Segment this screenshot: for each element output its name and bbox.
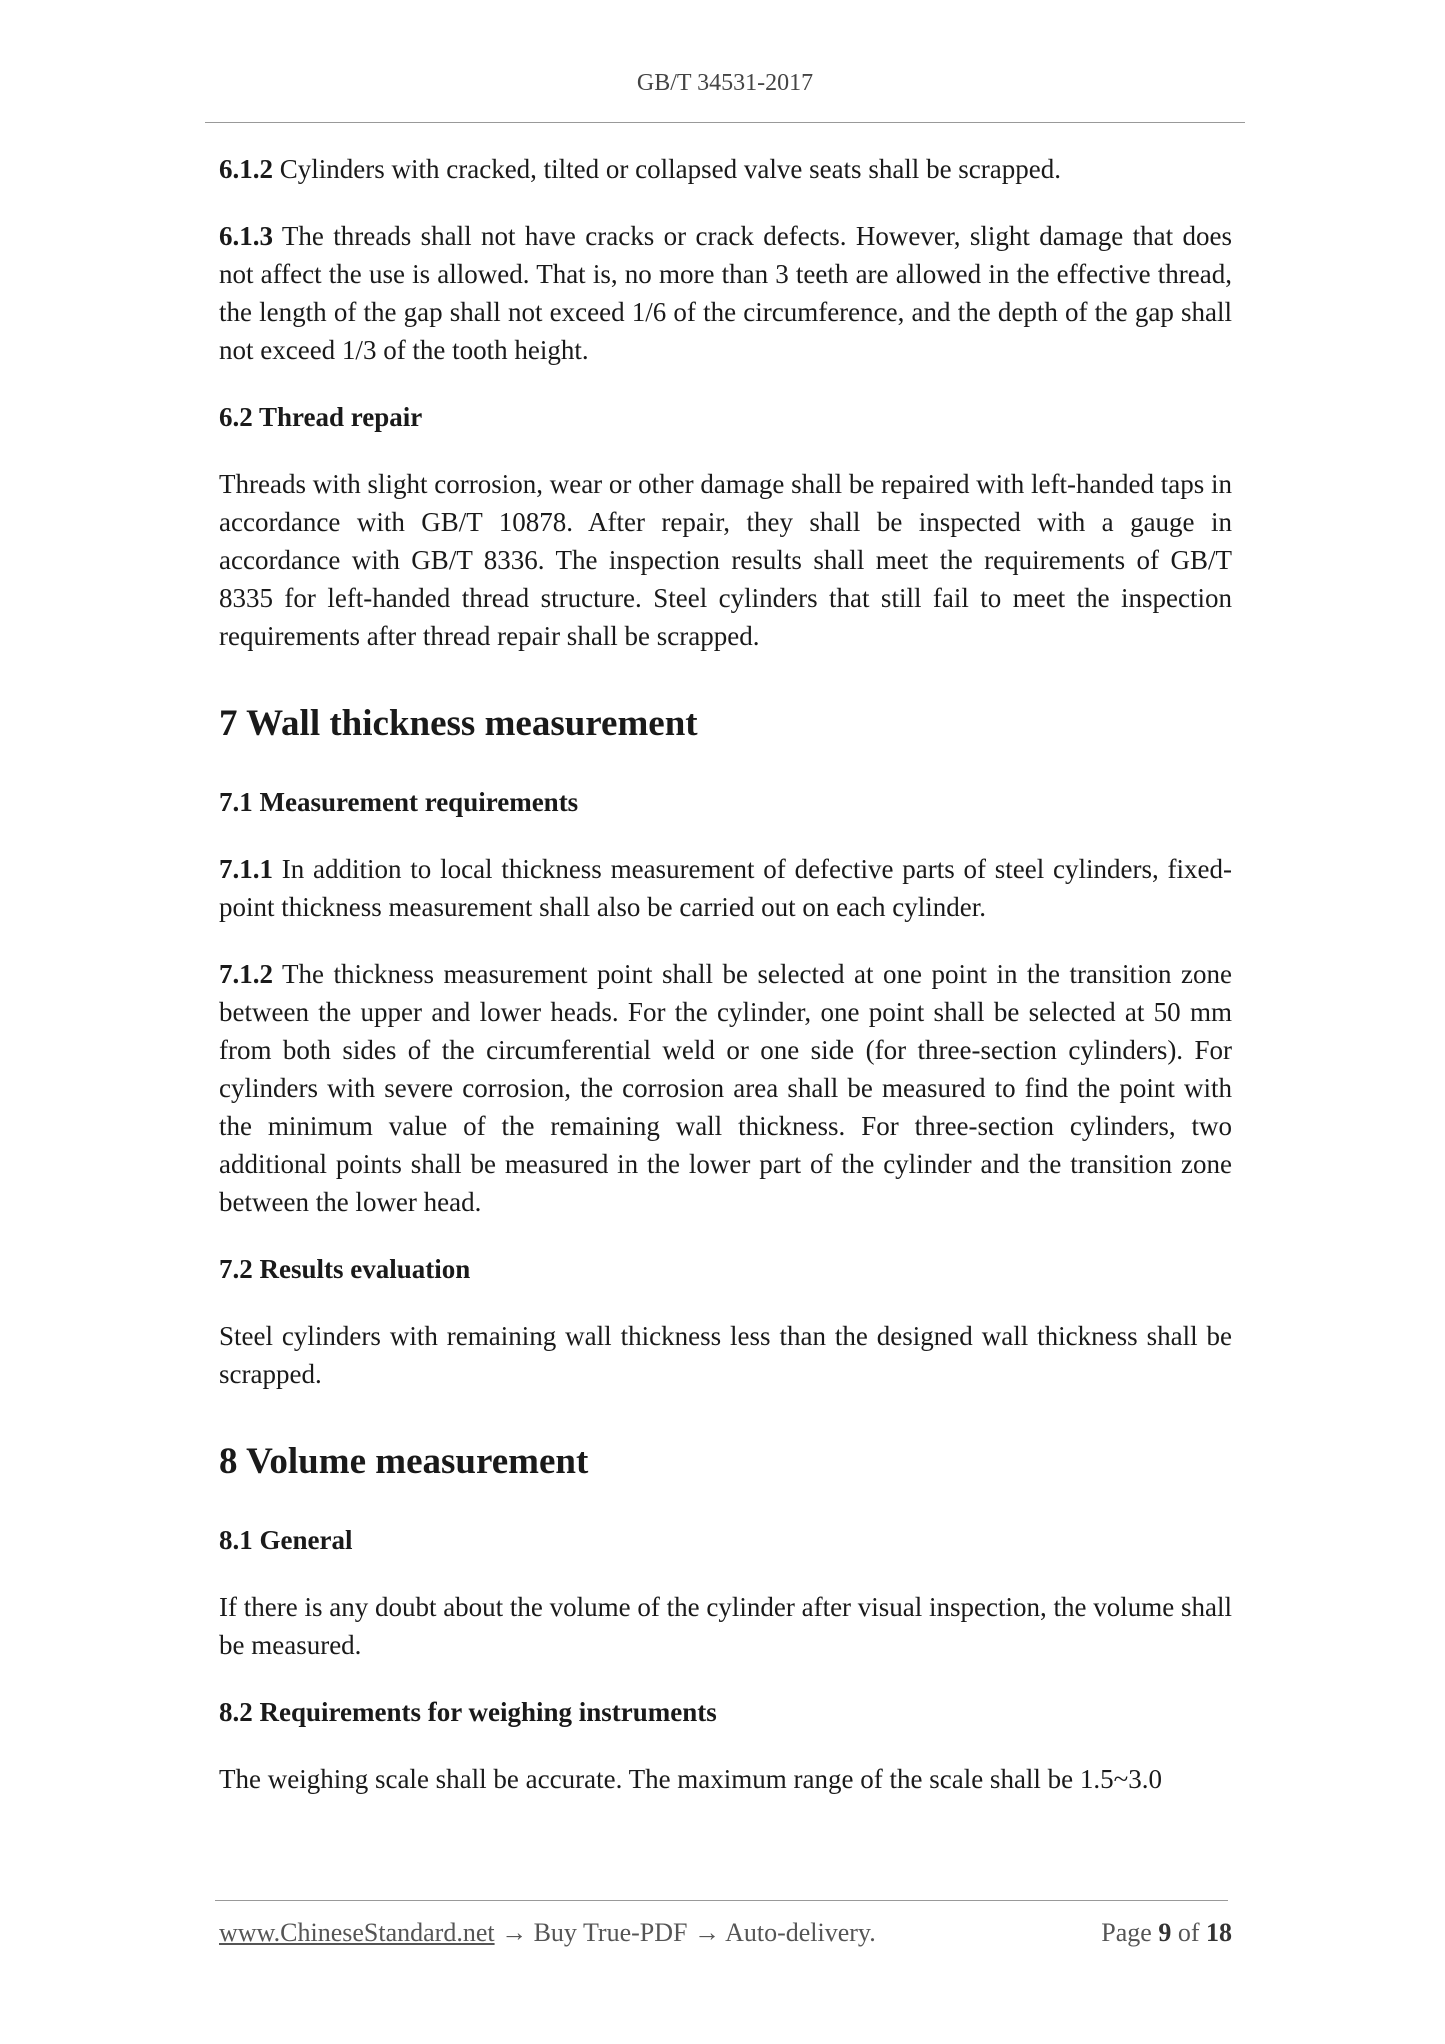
arrow-right-icon: → — [501, 1918, 528, 1947]
footer-divider — [215, 1900, 1228, 1901]
clause-text: In addition to local thickness measurement of defective parts of steel cylinders, fixed-point thickness measurement shall also be carried out on each cylinder. — [219, 854, 1233, 922]
page-header: GB/T 34531-2017 — [636, 70, 814, 96]
page-indicator — [1101, 1918, 1232, 1948]
paragraph-6-2: Threads with slight corrosion, wear or other damage shall be repaired with left-handed taps in accordance with GB/T 10878. After repair, they shall be inspected with a gauge in accordance with GB/T 8336. The inspection results shall meet the requirements of GB/T 8335 for left-handed thread structure. Steel cylinders that still fail to meet the inspection requirements after thread repair shall be scrapped. — [219, 469, 1232, 651]
clause-number: 6.1.2 — [219, 154, 273, 184]
clause-text: The thickness measurement point shall be selected at one point in the transition zone between the upper and lower heads. For the cylinder, one point shall be selected at 50 mm from both sides of the circumferential weld or one side (for three-section cylinders). For cylinders with severe corrosion, the corrosion area shall be measured to find the point with the minimum value of the remaining wall thickness. For three-section cylinders, two additional points shall be measured in the lower part of the cylinder and the transition zone between the lower head. — [219, 959, 1232, 1217]
clause-number: 7.1.1 — [219, 854, 273, 884]
page-footer — [219, 1918, 1232, 1948]
clause-7-1-1 — [219, 850, 1232, 926]
heading-8: 8 Volume measurement — [219, 1441, 589, 1482]
buy-pdf-text: Buy True-PDF — [533, 1918, 688, 1947]
clause-6-1-3 — [219, 217, 1232, 369]
delivery-text: Auto-delivery. — [725, 1918, 876, 1947]
clause-number: 7.1.2 — [219, 959, 273, 989]
clause-6-1-2 — [219, 150, 1232, 188]
heading-7-2: 7.2 Results evaluation — [219, 1254, 471, 1284]
page-total: 18 — [1206, 1918, 1232, 1947]
heading-8-2: 8.2 Requirements for weighing instruments — [219, 1697, 717, 1727]
header-divider — [205, 122, 1245, 123]
paragraph-8-2: The weighing scale shall be accurate. The maximum range of the scale shall be 1.5~3.0 — [219, 1764, 1163, 1794]
of-label: of — [1177, 1918, 1200, 1947]
clause-7-1-2 — [219, 955, 1232, 1221]
clause-text: Cylinders with cracked, tilted or collapsed valve seats shall be scrapped. — [279, 154, 1061, 184]
website-link[interactable]: www.ChineseStandard.net — [219, 1918, 495, 1947]
page-number: 9 — [1158, 1918, 1172, 1947]
paragraph-8-1: If there is any doubt about the volume of the cylinder after visual inspection, the volume shall be measured. — [219, 1592, 1232, 1660]
heading-7: 7 Wall thickness measurement — [219, 703, 698, 744]
heading-7-1: 7.1 Measurement requirements — [219, 787, 579, 817]
document-body — [219, 150, 1232, 1827]
clause-text: The threads shall not have cracks or crack defects. However, slight damage that does not affect the use is allowed. That is, no more than 3 teeth are allowed in the effective thread, the length of the gap shall not exceed 1/6 of the circumference, and the depth of the gap shall not exceed 1/3 of the tooth height. — [219, 221, 1233, 365]
clause-number: 6.1.3 — [219, 221, 273, 251]
page-label: Page — [1101, 1918, 1152, 1947]
heading-8-1: 8.1 General — [219, 1525, 353, 1555]
arrow-right-icon: → — [694, 1918, 720, 1947]
heading-6-2: 6.2 Thread repair — [219, 402, 423, 432]
paragraph-7-2: Steel cylinders with remaining wall thickness less than the designed wall thickness shall be scrapped. — [219, 1321, 1232, 1389]
